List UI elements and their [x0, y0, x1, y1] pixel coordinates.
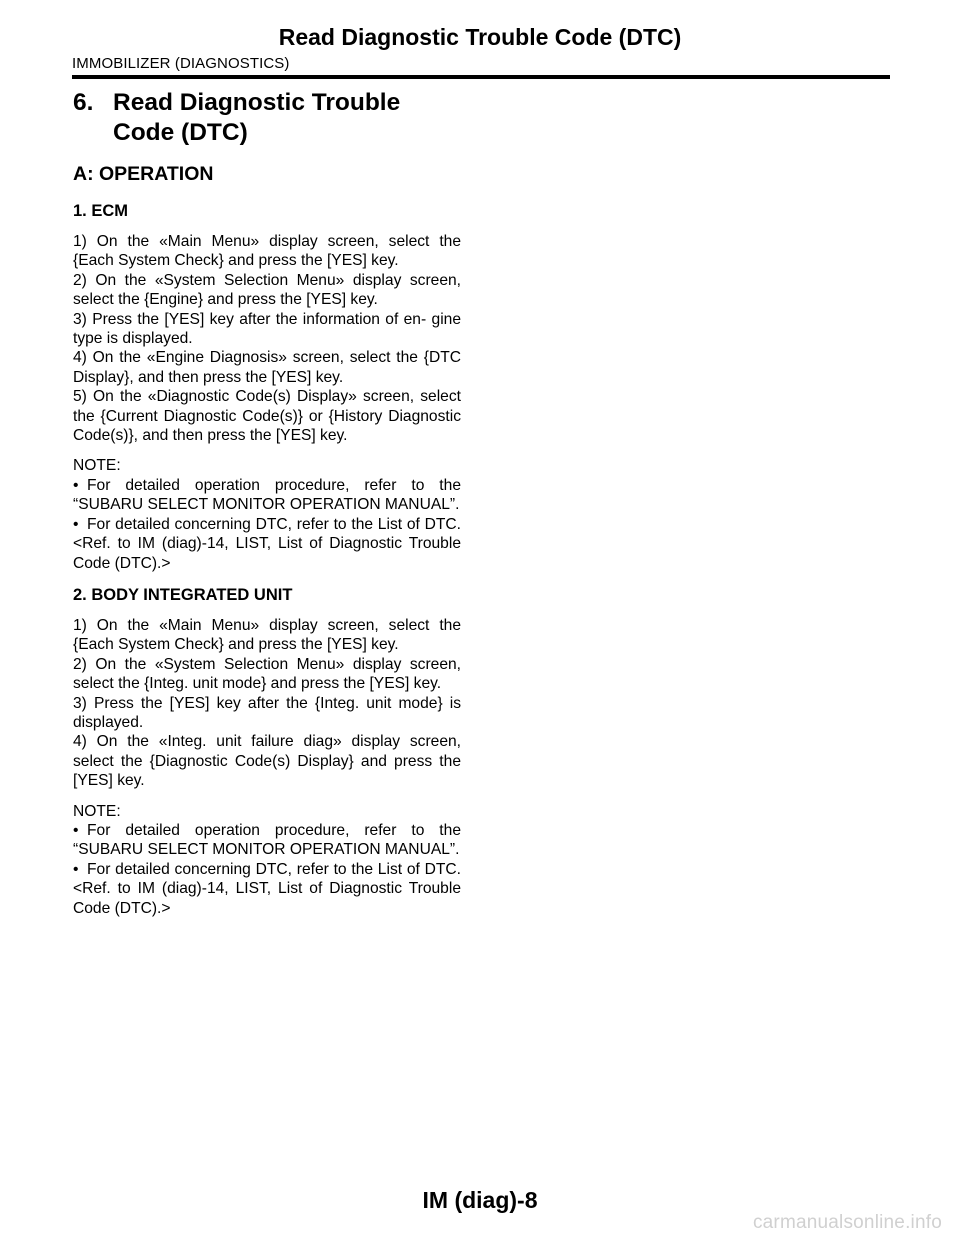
bullet-icon: •: [73, 821, 79, 839]
note-item: [73, 860, 461, 918]
section-title-line1: Read Diagnostic Trouble: [113, 89, 401, 116]
note-text: For detailed concerning DTC, refer to the List of DTC. <Ref. to IM (diag)-14, LIST, List of Diagnostic Trouble Code (DTC).>: [73, 515, 461, 572]
body-unit-note: [73, 802, 461, 918]
watermark: carmanualsonline.info: [752, 1212, 942, 1233]
note-label: NOTE:: [73, 457, 121, 475]
note-label: NOTE:: [73, 802, 121, 820]
section-number: 6.: [73, 89, 94, 116]
body-unit-step: 2) On the «System Selection Menu» display screen, select the {Integ. unit mode} and press the [YES] key.: [73, 655, 461, 693]
ecm-step: 4) On the «Engine Diagnosis» screen, select the {DTC Display}, and then press the [YES] key.: [73, 349, 461, 386]
section-title: [73, 88, 461, 148]
note-item: [73, 515, 461, 573]
note-item: [73, 821, 461, 860]
subsection-heading: A: OPERATION: [73, 163, 214, 185]
note-text: For detailed operation procedure, refer to the “SUBARU SELECT MONITOR OPERATION MANUAL”.: [73, 821, 461, 859]
section-title-line2: Code (DTC): [113, 119, 248, 146]
header-rule: [72, 75, 890, 79]
ecm-heading: 1. ECM: [73, 202, 129, 220]
page-number: IM (diag)-8: [422, 1187, 538, 1213]
bullet-icon: •: [73, 476, 79, 494]
page-header-title: Read Diagnostic Trouble Code (DTC): [278, 24, 682, 50]
note-item: [73, 476, 461, 515]
bullet-icon: •: [73, 860, 79, 878]
body-unit-step: 4) On the «Integ. unit failure diag» display screen, select the {Diagnostic Code(s) Display} and press the [YES] key.: [73, 733, 461, 790]
ecm-step: 5) On the «Diagnostic Code(s) Display» screen, select the {Current Diagnostic Code(s)} or {History Diagnostic Code(s)}, and then press the [YES] key.: [73, 388, 461, 445]
bullet-icon: •: [73, 515, 79, 533]
body-unit-heading: 2. BODY INTEGRATED UNIT: [73, 585, 293, 604]
ecm-step: 1) On the «Main Menu» display screen, select the {Each System Check} and press the [YES] key.: [73, 233, 461, 270]
section-title-text: [113, 88, 400, 148]
ecm-step-list: [73, 232, 461, 445]
note-text: For detailed operation procedure, refer to the “SUBARU SELECT MONITOR OPERATION MANUAL”.: [73, 476, 461, 514]
ecm-step: 3) Press the [YES] key after the information of en- gine type is displayed.: [73, 310, 461, 348]
page-header-section: IMMOBILIZER (DIAGNOSTICS): [72, 55, 290, 72]
body-unit-step: 1) On the «Main Menu» display screen, select the {Each System Check} and press the [YES] key.: [73, 616, 461, 654]
note-text: For detailed concerning DTC, refer to the List of DTC. <Ref. to IM (diag)-14, LIST, List of Diagnostic Trouble Code (DTC).>: [73, 860, 461, 917]
ecm-step: 2) On the «System Selection Menu» display screen, select the {Engine} and press the [YES] key.: [73, 271, 461, 309]
ecm-note: [73, 456, 461, 572]
content-column: [73, 88, 461, 930]
body-unit-step: 3) Press the [YES] key after the {Integ. unit mode} is displayed.: [73, 694, 461, 731]
body-unit-step-list: [73, 616, 461, 791]
